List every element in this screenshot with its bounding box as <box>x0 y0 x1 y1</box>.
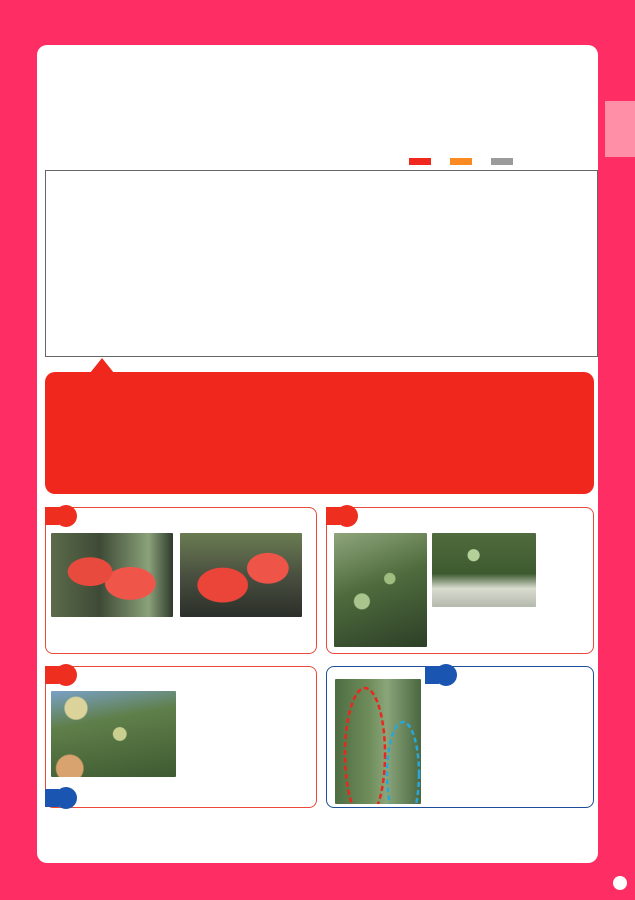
point-number <box>55 664 77 686</box>
tomato-photo-natsuwaren <box>180 533 302 617</box>
tomato-photo-control <box>51 533 173 617</box>
legend-swatch-b <box>450 158 472 165</box>
point-3-header <box>45 664 85 686</box>
point-1-header <box>45 505 85 527</box>
point-3-box <box>45 666 317 808</box>
legend-item-b <box>450 158 475 165</box>
point-number <box>336 505 358 527</box>
chart-legend <box>409 158 524 165</box>
point-number <box>435 664 457 686</box>
point-1-box <box>45 507 317 654</box>
section-tab-tomato[interactable] <box>605 101 635 157</box>
page-number <box>613 876 627 890</box>
results-callout <box>45 372 594 494</box>
point-2-header <box>326 505 366 527</box>
point-4-header <box>45 787 85 809</box>
point-5-header <box>425 664 457 686</box>
point-5-box <box>326 666 594 808</box>
legend-swatch-c <box>491 158 513 165</box>
tomato-plant-photo <box>51 691 176 777</box>
legend-item-c <box>491 158 516 165</box>
schedule-row <box>45 160 149 169</box>
yield-bar-chart <box>45 170 598 357</box>
internode-ellipses-icon <box>335 679 421 804</box>
schedule-row <box>45 150 149 159</box>
internode-photo <box>335 679 421 804</box>
legend-swatch-a <box>409 158 431 165</box>
schedule-row <box>45 140 149 149</box>
point-number <box>55 787 77 809</box>
legend-item-a <box>409 158 434 165</box>
greenhouse-photo-1 <box>334 533 427 647</box>
greenhouse-photo-2 <box>432 533 536 607</box>
point-number <box>55 505 77 527</box>
point-2-box <box>326 507 594 654</box>
